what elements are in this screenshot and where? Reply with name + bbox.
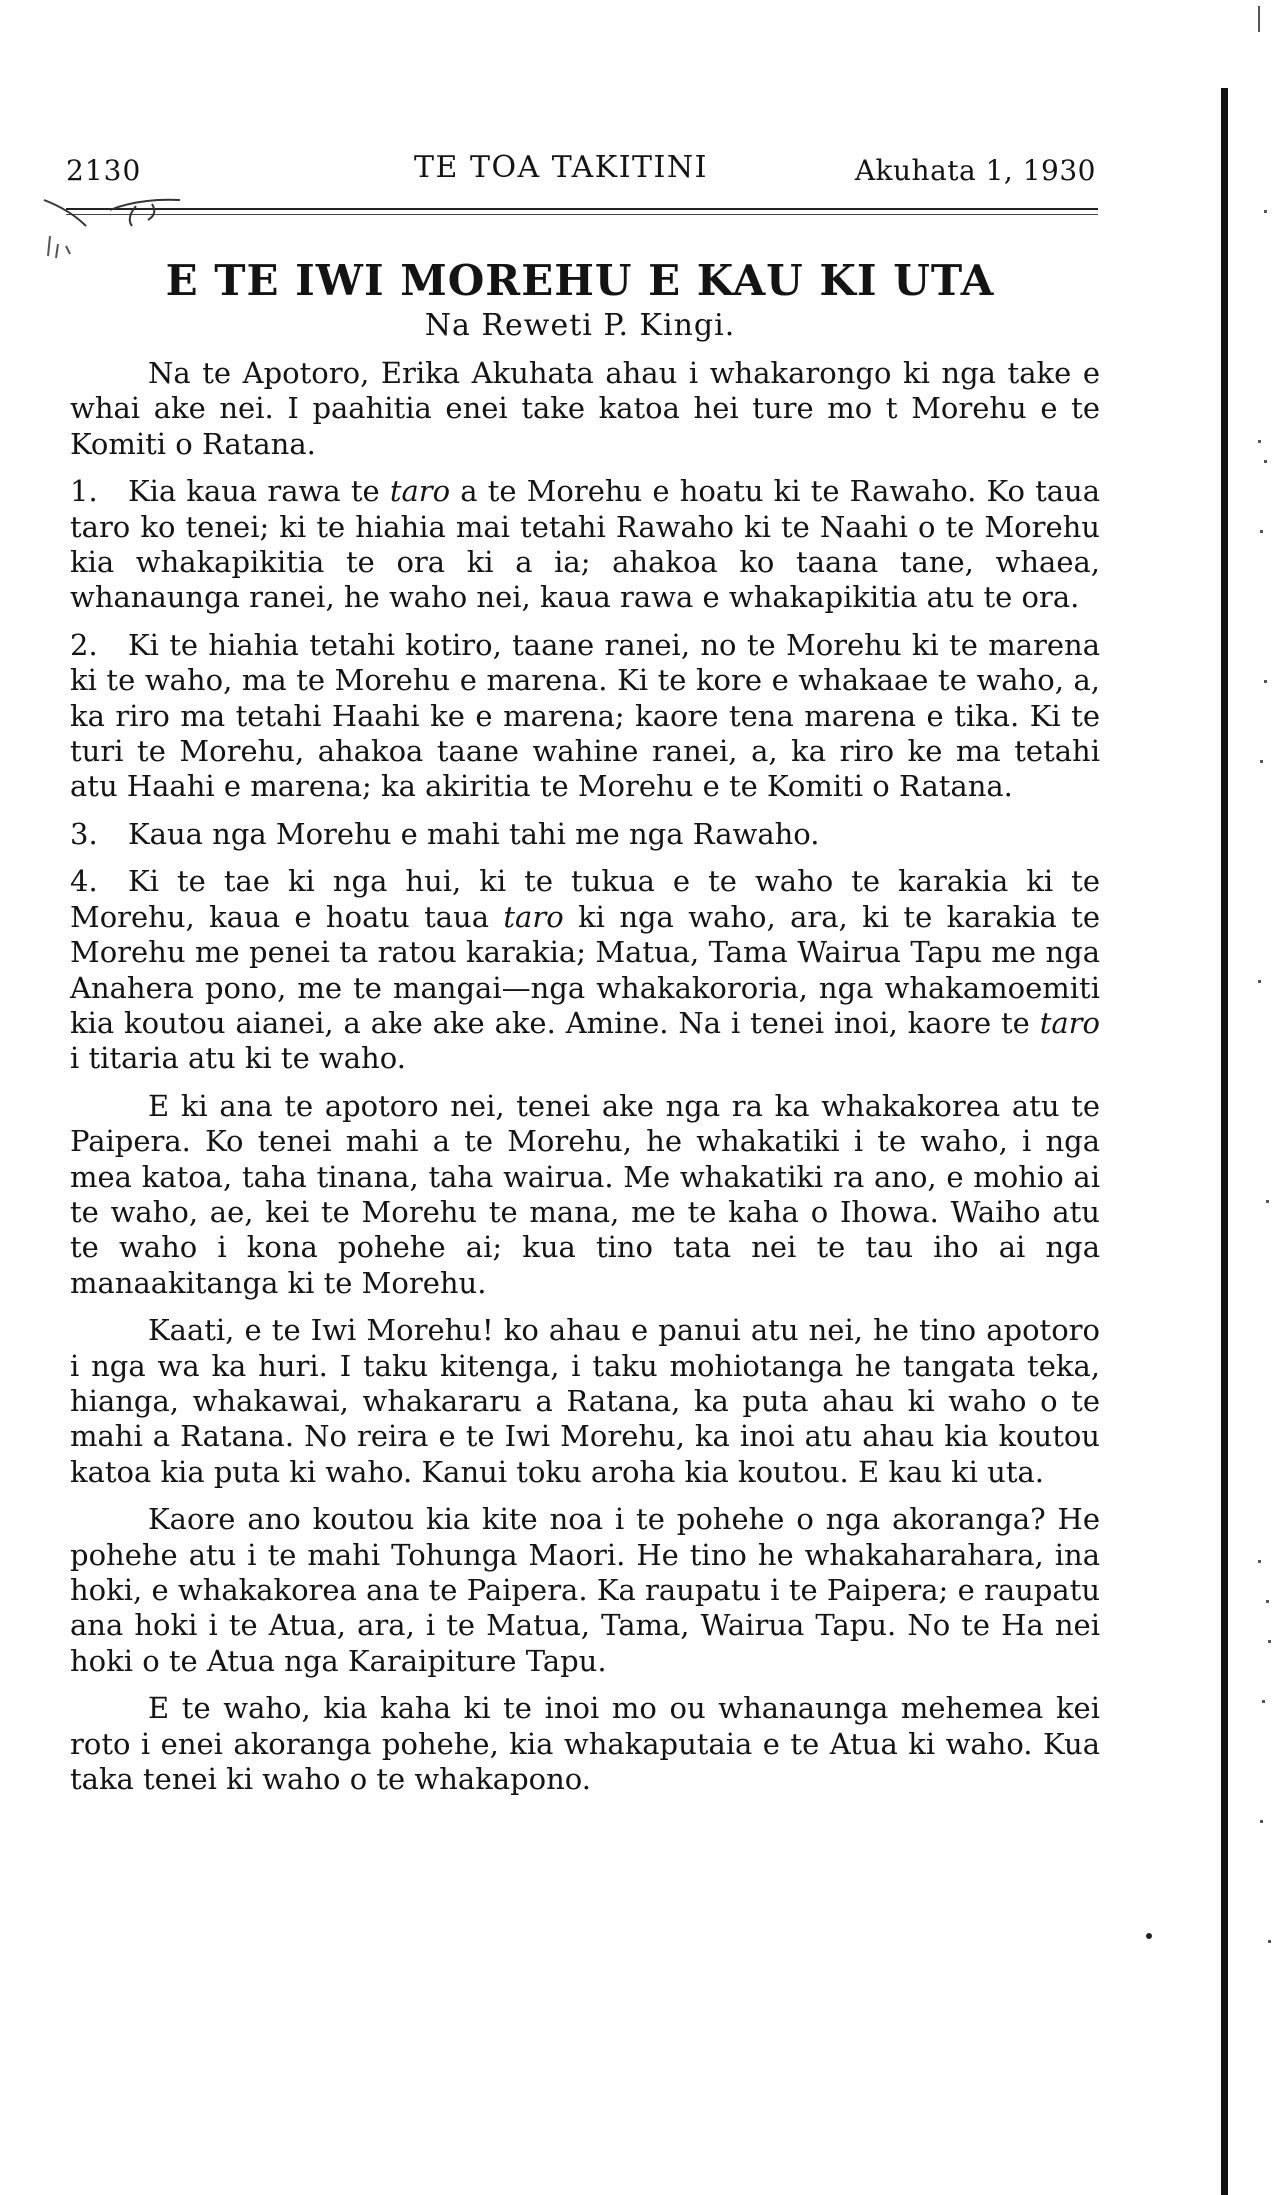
emphasis: taro — [503, 899, 564, 934]
intro-paragraph: Na te Apotoro, Erika Akuhata ahau i whakarongo ki nga take e whai ake nei. I paahitia enei take katoa hei ture mo t Morehu e te Komiti o Ratana. — [70, 356, 1100, 461]
rule-item: 4. Ki te tae ki nga hui, ki te tukua e te waho te karakia ki te Morehu, kaua e hoatu taua taro ki nga waho, ara, ki te karakia te Morehu me penei ta ratou karakia; Matua, Tama Wairua Tapu me nga Anahera pono, me te mangai—nga whakakororia, nga whakamoemiti kia koutou aianei, a ake ake ake. Amine. Na i tenei inoi, kaore te taro i titaria atu ki te waho. — [70, 864, 1100, 1076]
rule-item: 1. Kia kaua rawa te taro a te Morehu e hoatu ki te Rawaho. Ko taua taro ko tenei; ki te hiahia mai tetahi Rawaho ki te Naahi o te Morehu kia whakapikitia te ora ki a ia; ahakoa ko taana tane, whaea, whanaunga ranei, he waho nei, kaua rawa e whakapikitia atu te ora. — [70, 474, 1100, 615]
body-paragraph: E te waho, kia kaha ki te inoi mo ou whanaunga mehemea kei roto i enei akoranga pohehe, kia whakaputaia e te Atua ki waho. Kua taka tenei ki waho o te whakapono. — [70, 1691, 1100, 1797]
ink-dot — [1146, 1933, 1152, 1939]
body-paragraph: Kaati, e te Iwi Morehu! ko ahau e panui atu nei, he tino apotoro i nga wa ka huri. I taku kitenga, i taku mohiotanga he tangata teka, hianga, whakawai, whakararu a Ratana, ka puta ahau ki waho o te mahi a Ratana. No reira e te Iwi Morehu, ka inoi atu ahau kia koutou katoa kia puta ki waho. Kanui toku aroha kia koutou. E kau ki uta. — [70, 1313, 1100, 1489]
header-rule — [66, 208, 1098, 210]
article-body — [70, 356, 1100, 1809]
body-paragraph: E ki ana te apotoro nei, tenei ake nga ra ka whakakorea atu te Paipera. Ko tenei mahi a te Morehu, he whakatiki i te waho, i nga mea katoa, taha tinana, taha wairua. Me whakatiki ra ano, e mohio ai te waho, ae, kei te Morehu te mana, me te kaha o Ihowa. Waiho atu te waho i kona pohehe ai; kua tino tata nei te tau iho ai nga manaakitanga ki te Morehu. — [70, 1088, 1100, 1300]
rule-number: 3. — [70, 816, 98, 851]
page-edge-bar — [1221, 88, 1228, 2195]
rule-number: 2. — [70, 627, 98, 662]
rule-number: 4. — [70, 864, 98, 899]
article-byline: Na Reweti P. Kingi. — [424, 308, 736, 343]
rule-item: 2. Ki te hiahia tetahi kotiro, taane ranei, no te Morehu ki te marena ki te waho, ma te Morehu e marena. Ki te kore e whakaae te waho, a, ka riro ma tetahi Haahi ke e marena; kaore tena marena e tika. Ki te turi te Morehu, ahakoa taane wahine ranei, a, ka riro ke ma tetahi atu Haahi e marena; ka akiritia te Morehu e te Komiti o Ratana. — [70, 627, 1100, 804]
scan-specks — [1254, 0, 1274, 2195]
body-paragraph: Kaore ano koutou kia kite noa i te pohehe o nga akoranga? He pohehe atu i te mahi Tohunga Maori. He tino he whakaharahara, ina hoki, e whakakorea ana te Paipera. Ka raupatu i te Paipera; e raupatu ana hoki i te Atua, ara, i te Matua, Tama, Wairua Tapu. No te Ha nei hoki o te Atua nga Karaipiture Tapu. — [70, 1502, 1100, 1678]
emphasis: taro — [389, 474, 451, 509]
rule-number: 1. — [70, 474, 98, 509]
issue-date: Akuhata 1, 1930 — [854, 154, 1096, 187]
article-title: E TE IWI MOREHU E KAU KI UTA — [165, 256, 995, 305]
emphasis: taro — [1039, 1005, 1100, 1040]
rule-item: 3. Kaua nga Morehu e mahi tahi me nga Rawaho. — [70, 816, 820, 851]
header-rule-thin — [66, 214, 1098, 215]
publication-title: TE TOA TAKITINI — [414, 150, 709, 185]
page-number: 2130 — [66, 154, 142, 187]
running-header — [66, 150, 1096, 194]
